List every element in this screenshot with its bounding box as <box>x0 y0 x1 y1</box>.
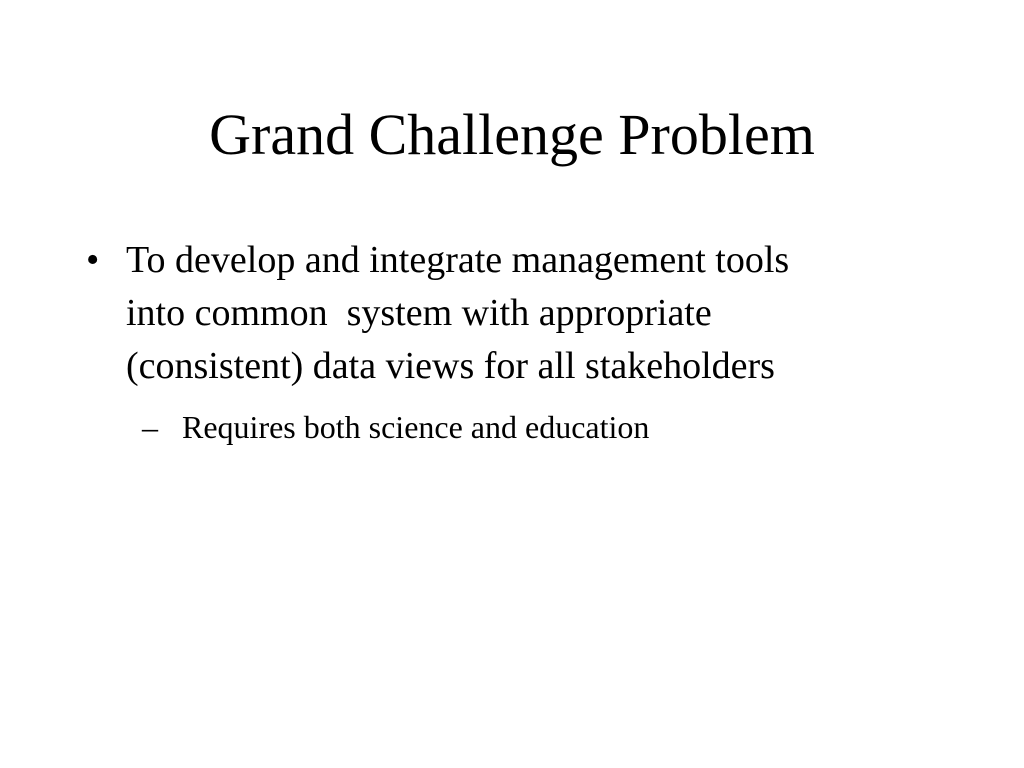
sub-bullet-marker: – <box>142 409 158 445</box>
bullet-text <box>126 234 956 393</box>
bullet-text-line: into common system with appropriate <box>126 292 712 334</box>
sub-bullet-text: Requires both science and education <box>182 409 650 445</box>
bullet-text-line: To develop and integrate management tools <box>126 239 790 281</box>
bullet-marker: • <box>86 239 100 281</box>
bullet-text-line: (consistent) data views for all stakeholders <box>126 345 775 387</box>
slide-title: Grand Challenge Problem <box>209 102 815 167</box>
